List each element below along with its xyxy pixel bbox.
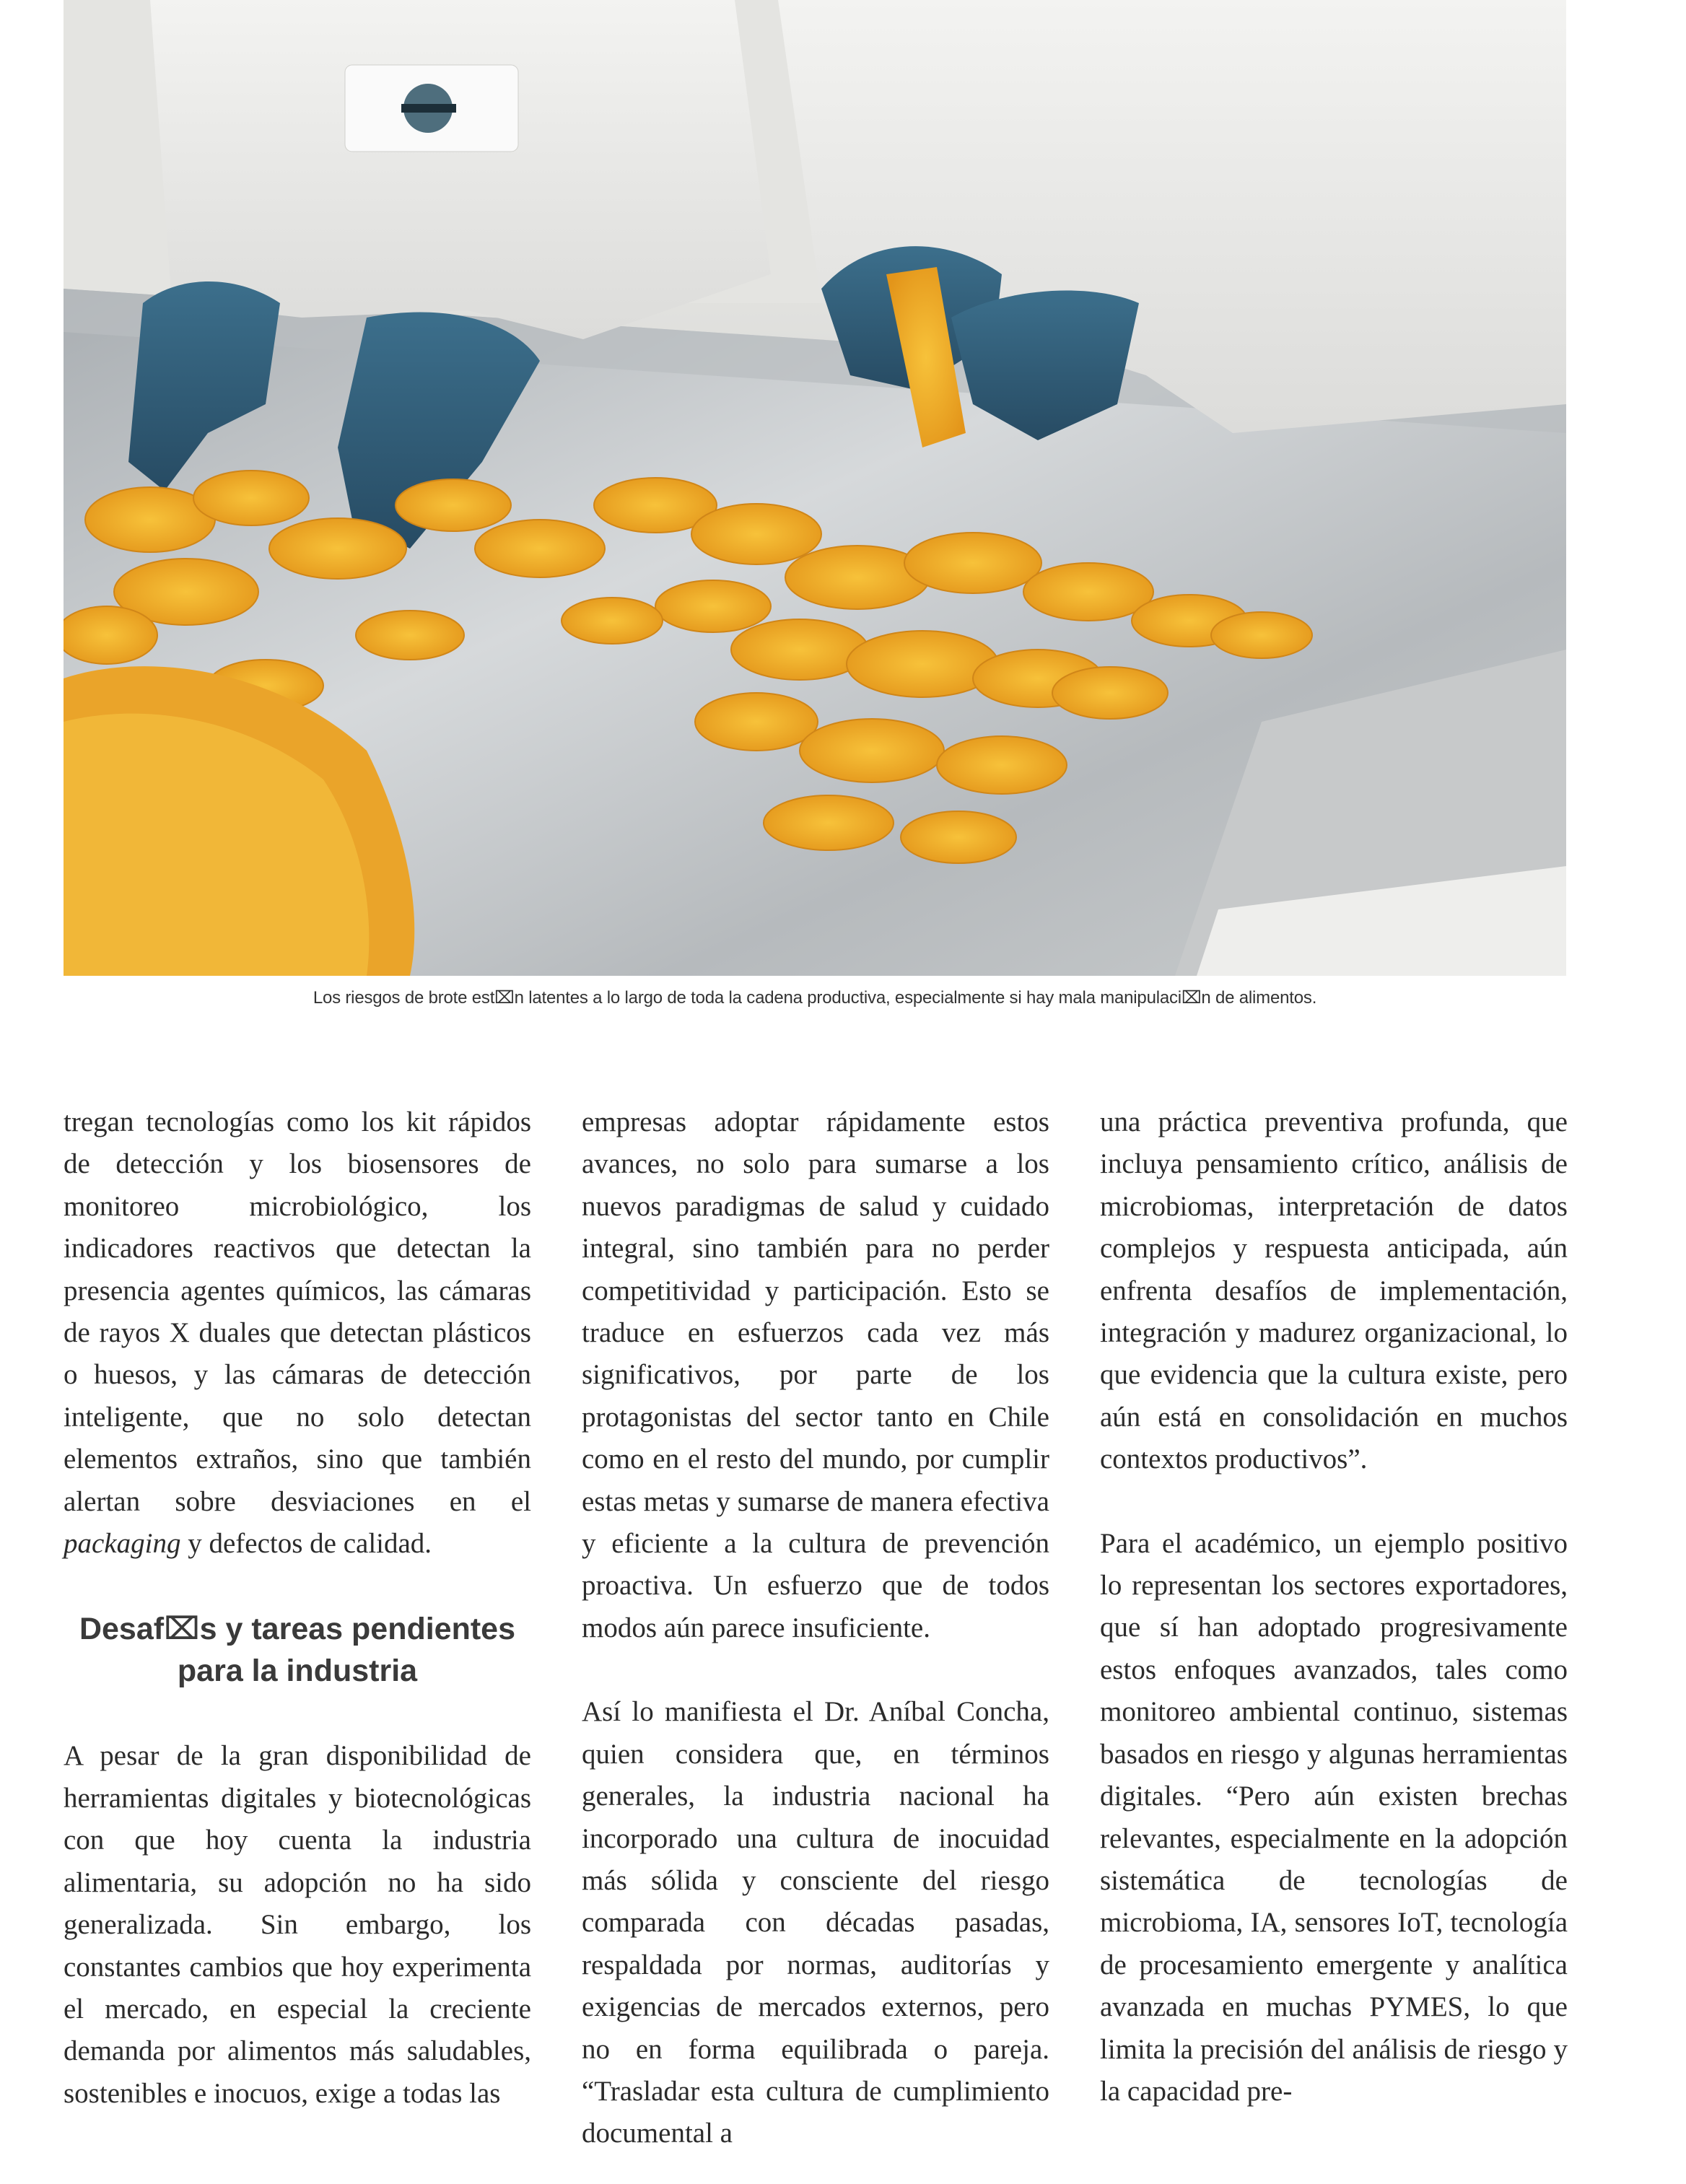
article-column-1: [64, 1101, 531, 2115]
article-column-3: [1100, 1101, 1568, 2113]
subheading-line-1: Desaf⌧s y tareas pendientes: [79, 1612, 516, 1647]
paragraph: A pesar de la gran disponibilidad de herramientas digitales y biotecnológicas con que hoy cuenta la industria alimentaria, su adopción no ha sido generalizada. Sin embargo, los constantes cambios que hoy experimenta el mercado, en especial la creciente demanda por alimentos más saludables, sostenibles e inocuos, exige a todas las: [64, 1740, 531, 2109]
food-processing-photo: [64, 0, 1566, 976]
section-subheading: [64, 1608, 531, 1692]
italic-term: packaging: [64, 1528, 181, 1560]
paragraph: Así lo manifiesta el Dr. Aníbal Concha, quien considera que, en términos generales, la industria nacional ha incorporado una cultura de inocuidad más sólida y consciente del riesgo comparada con décadas pasadas, respaldada por normas, auditorías y exigencias de mercados externos, pero no en forma equilibrada o pareja. “Trasladar esta cultura de cumplimiento documental a: [582, 1696, 1049, 2149]
paragraph-text: tregan tecnologías como los kit rápidos de detección y los biosensores de monitoreo microbiológico, los indicadores reactivos que detectan la presencia agentes químicos, las cámaras de rayos X duales que detectan plásticos o huesos, y las cámaras de detección inteligente, que no solo detectan elementos extraños, sino que también alertan sobre desviaciones en el: [64, 1106, 531, 1517]
paragraph-text: y defectos de calidad.: [180, 1528, 432, 1560]
subheading-line-2: para la industria: [177, 1654, 418, 1689]
article-photo: [64, 0, 1566, 976]
photo-caption: Los riesgos de brote est⌧n latentes a lo largo de toda la cadena productiva, especialmente si hay mala manipulaci⌧n de alimentos.: [313, 988, 1317, 1008]
paragraph: [64, 1101, 531, 1565]
article-column-2: [582, 1101, 1049, 2155]
paragraph: una práctica preventiva profunda, que incluya pensamiento crítico, análisis de microbiomas, interpretación de datos complejos y respuesta anticipada, aún enfrenta desafíos de implementación, integración y madurez organizacional, lo que evidencia que la cultura existe, pero aún está en consolidación en muchos contextos productivos”.: [1100, 1106, 1568, 1475]
paragraph: Para el académico, un ejemplo positivo lo representan los sectores exportadores, que sí han adoptado progresivamente estos enfoques avanzados, tales como monitoreo ambiental continuo, sistemas basados en riesgo y algunas herramientas digitales. “Pero aún existen brechas relevantes, especialmente en la adopción sistemática de tecnologías de microbioma, IA, sensores IoT, tecnología de procesamiento emergente y analítica avanzada en muchas PYMES, lo que limita la precisión del análisis de riesgo y la capacidad pre-: [1100, 1527, 1568, 2107]
paragraph: empresas adoptar rápidamente estos avances, no solo para sumarse a los nuevos paradigmas de salud y cuidado integral, sino también para no perder competitividad y participación. Esto se traduce en esfuerzos cada vez más significativos, por parte de los protagonistas del sector tanto en Chile como en el resto del mundo, por cumplir estas metas y sumarse de manera efectiva y eficiente a la cultura de prevención proactiva. Un esfuerzo que de todos modos aún parece insuficiente.: [582, 1106, 1049, 1643]
